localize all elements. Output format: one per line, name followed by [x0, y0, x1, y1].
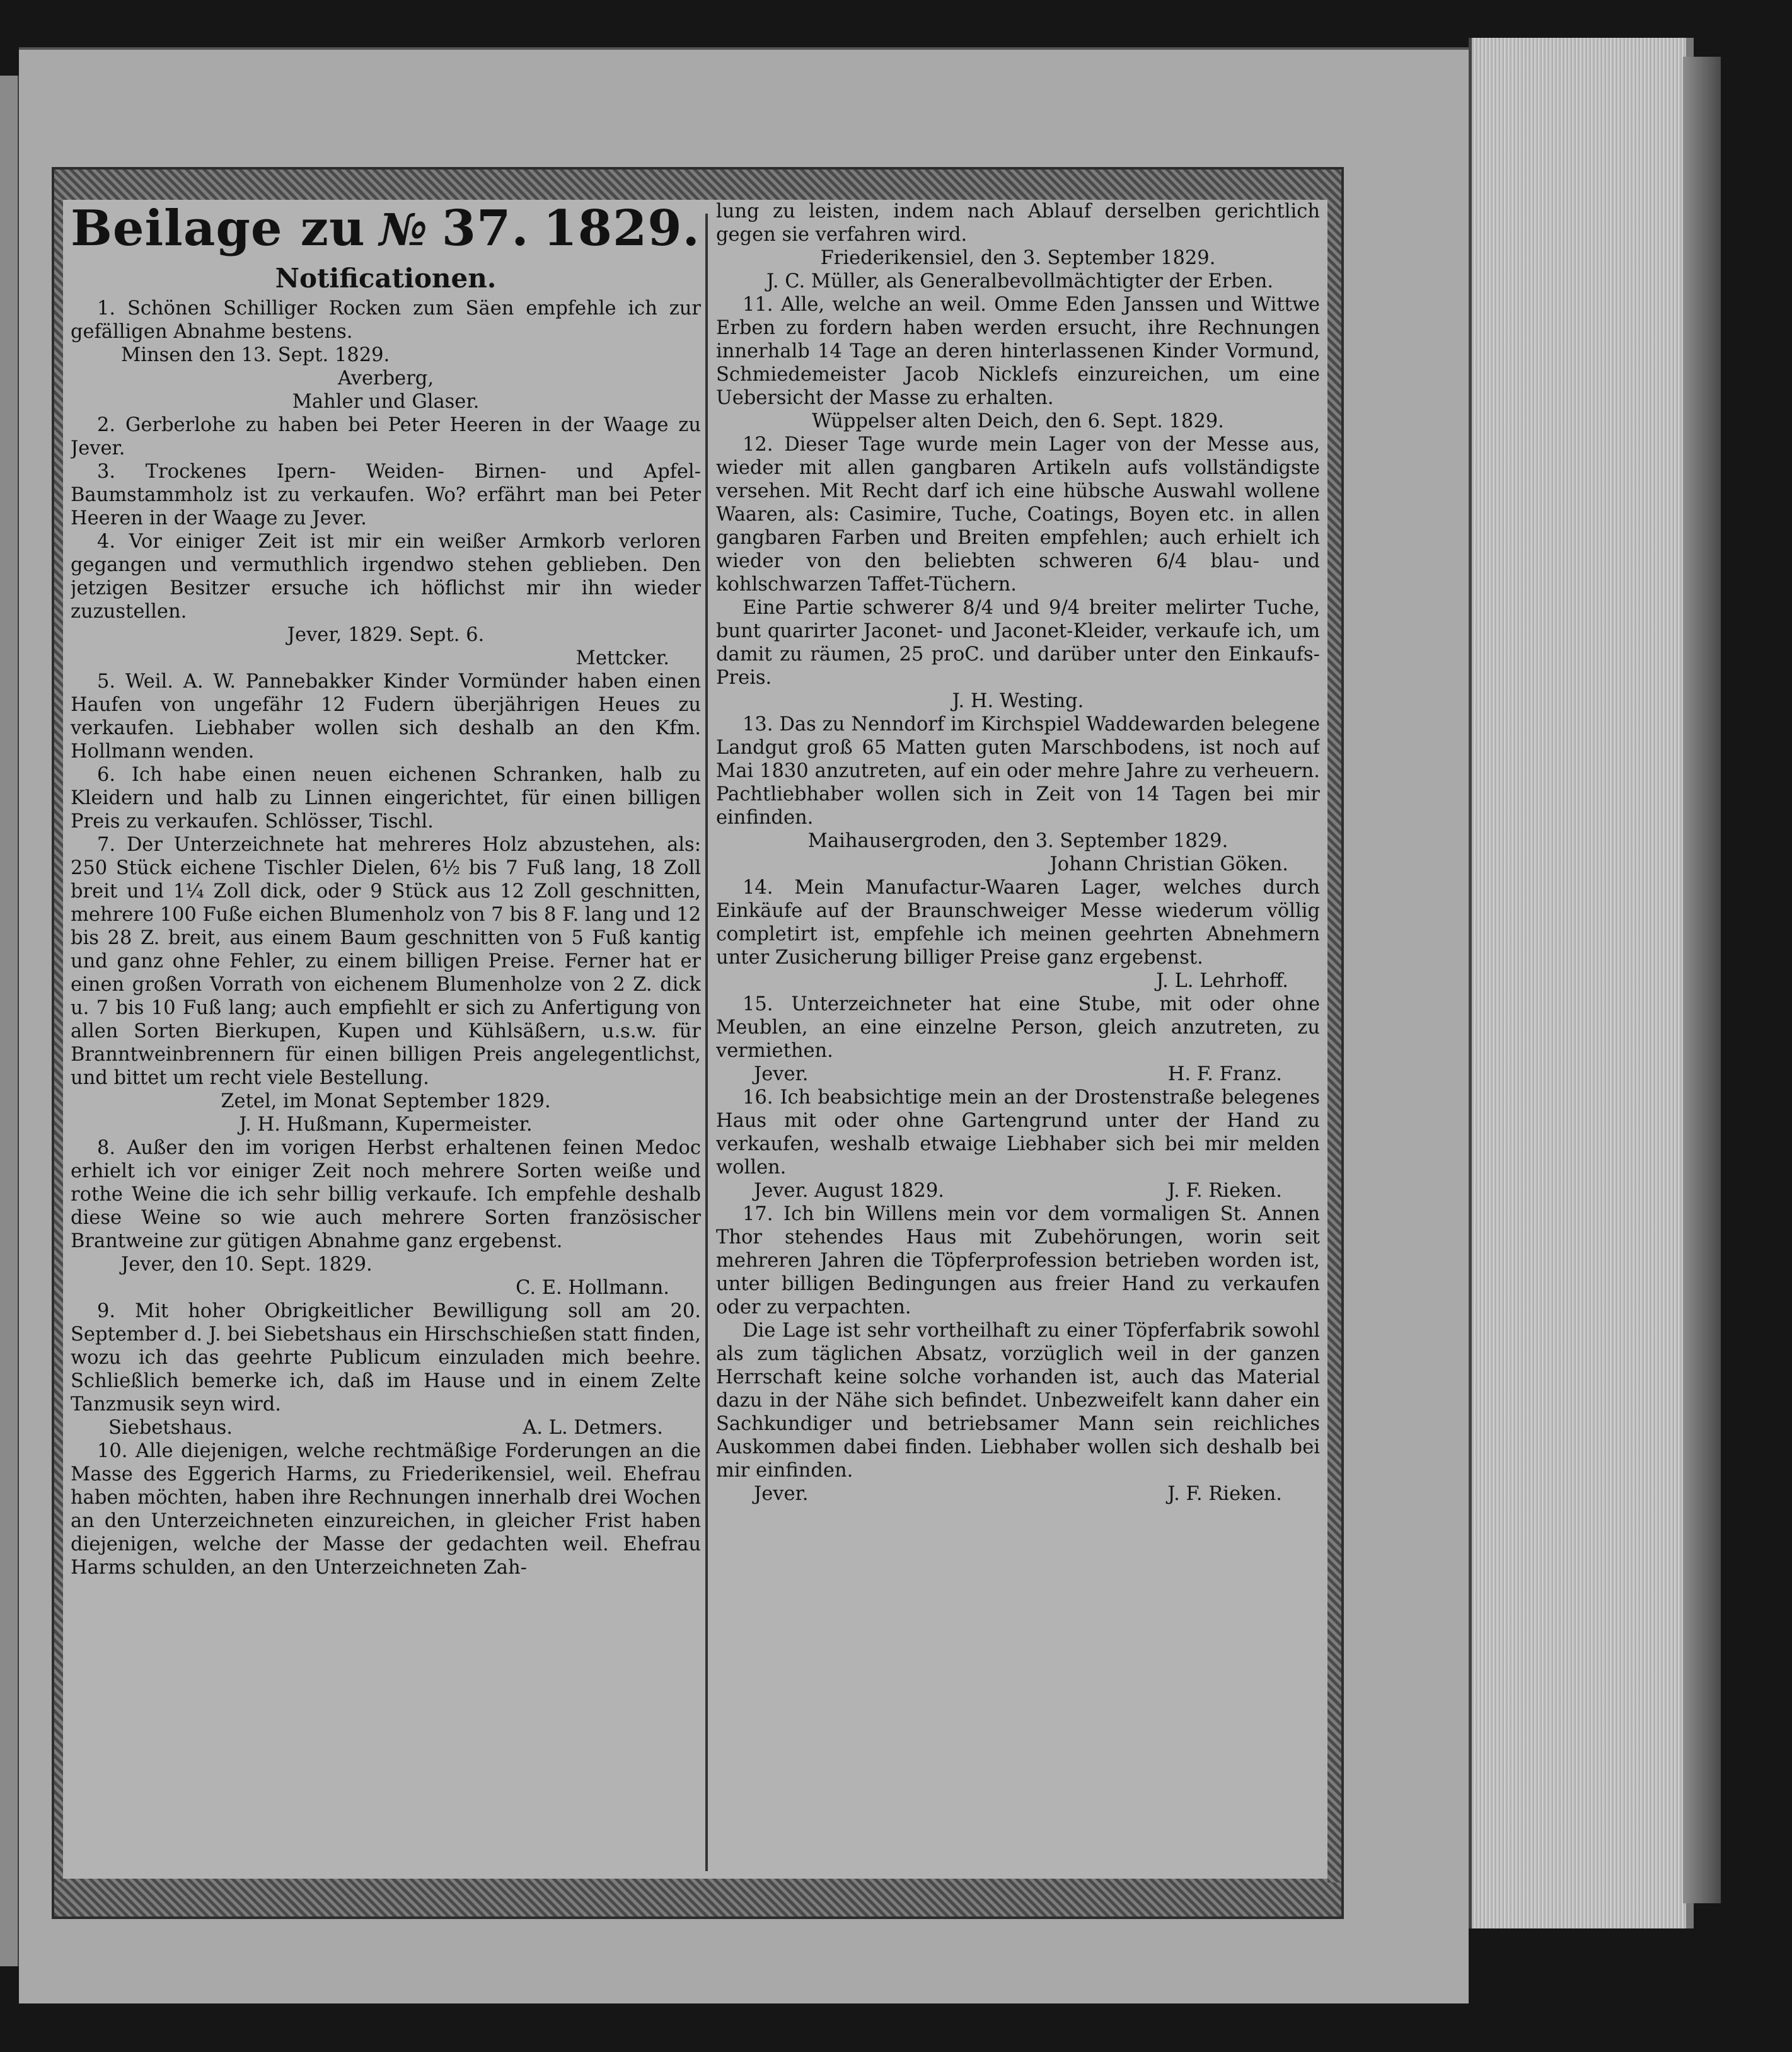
notice-signature: Zetel, im Monat September 1829. — [221, 1090, 551, 1112]
notice-text — [716, 993, 1320, 1063]
notice-paragraph: 1. Schönen Schilliger Rocken zum Säen empfehle ich zur gefälligen Abnahme bestens. — [71, 297, 701, 343]
page-block-edge — [1469, 38, 1694, 1928]
notice-signature: Minsen den 13. Sept. 1829. — [121, 344, 390, 366]
number-sign: № — [379, 204, 428, 256]
notice-text — [716, 1086, 1320, 1179]
notice-signature: Averberg, — [337, 367, 434, 389]
notice-text — [716, 1202, 1320, 1319]
signature-part: Jever. — [754, 1483, 809, 1505]
notice-text — [71, 763, 701, 833]
notice-text — [716, 293, 1320, 410]
notice-continuation — [716, 200, 1320, 246]
notice-signature: J. H. Hußmann, Kupermeister. — [239, 1114, 533, 1136]
notice-paragraph: 6. Ich habe einen neuen eichenen Schranken, halb zu Kleidern und halb zu Linnen eingerichtet, für einen billigen Preis zu verkaufen. Schlösser, Tischl. — [71, 764, 701, 833]
notice-paragraph: 15. Unterzeichneter hat eine Stube, mit oder ohne Meublen, an eine einzelne Person, gleich anzutreten, zu vermiethen. — [716, 993, 1320, 1062]
notice-text — [71, 1439, 701, 1579]
notice-text — [71, 530, 701, 623]
signature-part: H. F. Franz. — [1167, 1063, 1282, 1085]
section-title: Notificationen. — [275, 263, 497, 294]
notice-signature: J. C. Müller, als Generalbevollmächtigter der Erben. — [766, 270, 1274, 292]
notice-paragraph: 14. Mein Manufactur-Waaren Lager, welches durch Einkäufe auf der Braunschweiger Messe wiederum völlig completirt ist, empfehle ich meinen geehrten Abnehmern unter Zusicherung billiger Preise ganz ergebenst. — [716, 877, 1320, 969]
notice-paragraph: 4. Vor einiger Zeit ist mir ein weißer Armkorb verloren gegangen und vermuthlich irgendwo stehen geblieben. Den jetzigen Besitzer ersuche ich höflichst mir ihn wieder zuzustellen. — [71, 531, 701, 623]
notice-signature — [716, 1482, 1320, 1506]
book-cover-edge — [1683, 57, 1721, 1903]
decorative-border-top — [54, 170, 1341, 200]
notice-paragraph: Die Lage ist sehr vortheilhaft zu einer Töpferfabrik sowohl als zum täglichen Absatz, vorzüglich weil in der ganzen Herrschaft keine solche vorhanden ist, auch das Material dazu in der Nähe sich befindet. Unbezweifelt kann daher ein Sachkundiger und betriebsamer Mann sein reichliches Auskommen dabei finden. Liebhaber wollen sich deshalb bei mir einfinden. — [716, 1320, 1320, 1482]
notice-signature: Wüppelser alten Deich, den 6. Sept. 1829. — [812, 410, 1224, 432]
notice-text — [716, 876, 1320, 969]
notice-paragraph: 9. Mit hoher Obrigkeitlicher Bewilligung soll am 20. September d. J. bei Siebetshaus ein Hirschschießen statt finden, wozu ich das geehrte Publicum einzuladen mich beehre. Schließlich bemerke ich, daß im Hause und in einem Zelte Tanzmusik seyn wird. — [71, 1300, 701, 1415]
notice-paragraph: lung zu leisten, indem nach Ablauf derselben gerichtlich gegen sie verfahren wird. — [716, 200, 1320, 246]
issue-year: 1829. — [543, 200, 700, 257]
supplement-frame — [52, 167, 1344, 1919]
notice-signature: Jever, den 10. Sept. 1829. — [121, 1254, 373, 1276]
notice-signature: C. E. Hollmann. — [516, 1277, 669, 1299]
notice-signature: Jever, 1829. Sept. 6. — [287, 624, 485, 646]
notice-paragraph: 12. Dieser Tage wurde mein Lager von der Messe aus, wieder mit allen gangbaren Artikeln aufs vollständigste versehen. Mit Recht darf ich eine hübsche Auswahl wollene Waaren, als: Casimire, Tuche, Coatings, Boyen etc. in allen gangbaren Farben und Breiten empfehlen; auch erhielt ich wieder von den beliebten schweren 6/4 blau- und kohlschwarzen Taffet-Tüchern. — [716, 434, 1320, 596]
notice-signature: Mettcker. — [575, 647, 669, 669]
notice-paragraph: 16. Ich beabsichtige mein an der Drostenstraße belegenes Haus mit oder ohne Gartengrund unter der Hand zu verkaufen, weshalb etwaige Liebhaber sich bei mir melden wollen. — [716, 1087, 1320, 1179]
decorative-border-right — [1327, 200, 1341, 1882]
signature-part: A. L. Detmers. — [523, 1417, 663, 1439]
notice-paragraph: 8. Außer den im vorigen Herbst erhaltenen feinen Medoc erhielt ich vor einiger Zeit noch mehrere Sorten weiße und rothe Weine die ich sehr billig verkaufe. Ich empfehle deshalb diese Weine so wie auch mehrere Sorten französischer Brantweine zur gütigen Abnahme ganz ergebenst. — [71, 1137, 701, 1252]
decorative-border-bottom — [54, 1879, 1341, 1917]
previous-page-edge — [0, 76, 20, 1966]
signature-part: J. F. Rieken. — [1167, 1180, 1282, 1202]
notice-text — [71, 1136, 701, 1253]
notice-paragraph: 7. Der Unterzeichnete hat mehreres Holz abzustehen, als: 250 Stück eichene Tischler Dielen, 6½ bis 7 Fuß lang, 18 Zoll breit und 1¼ Zoll dick, oder 9 Stück aus 12 Zoll geschnitten, mehrere 100 Fuße eichen Blumenholz von 7 bis 8 F. lang und 12 bis 28 Z. breit, aus einem Baum geschnitten von 5 Fuß kantig und ganz ohne Fehler, zu einem billigen Preise. Ferner hat er einen großen Vorrath von eichenem Blumenholze von 2 Z. dick u. 7 bis 10 Fuß lang; auch empfiehlt er sich zu Anfertigung von allen Sorten Bierkupen, Kupen und Kühlsäßern, u.s.w. für Branntweinbrennern für einen billigen Preis angelegentlichst, und bittet um recht viele Bestellung. — [71, 834, 701, 1089]
notice-text — [71, 670, 701, 763]
notice-paragraph: 11. Alle, welche an weil. Omme Eden Janssen und Wittwe Erben zu fordern haben werden ersucht, ihre Rechnungen innerhalb 14 Tage an deren hinterlassenen Kinder Vormund, Schmiedemeister Jacob Nicklefs einzureichen, um eine Uebersicht der Masse zu erhalten. — [716, 294, 1320, 409]
left-column — [71, 200, 701, 1879]
signature-part: Siebetshaus. — [108, 1417, 233, 1439]
signature-part: Jever. August 1829. — [754, 1180, 944, 1202]
notice-paragraph: 2. Gerberlohe zu haben bei Peter Heeren in der Waage zu Jever. — [71, 414, 701, 459]
notice-signature — [716, 1179, 1320, 1202]
notice-signature — [71, 1416, 701, 1439]
notice-text — [71, 413, 701, 460]
notice-signature: Friederikensiel, den 3. September 1829. — [820, 247, 1216, 269]
notice-text — [716, 713, 1320, 829]
issue-number: 37. — [441, 200, 529, 257]
notice-paragraph: 17. Ich bin Willens mein vor dem vormaligen St. Annen Thor stehendes Haus mit Zubehörungen, worin seit mehreren Jahren die Töpferprofession betrieben worden ist, unter billigen Bedingungen aus freier Hand zu verkaufen oder zu verpachten. — [716, 1203, 1320, 1318]
notice-signature: J. L. Lehrhoff. — [1156, 970, 1288, 992]
right-column-body — [716, 200, 1320, 1506]
notice-paragraph: 10. Alle diejenigen, welche rechtmäßige Forderungen an die Masse des Eggerich Harms, zu Friederikensiel, weil. Ehefrau haben möchten, haben ihre Rechnungen innerhalb drei Wochen an den Unterzeichneten einzureichen, in gleicher Frist haben diejenigen, welche der Masse der gedachten weil. Ehefrau Harms schulden, an den Unterzeichneten Zah- — [71, 1440, 701, 1579]
notice-text — [716, 596, 1320, 689]
notice-signature: Maihausergroden, den 3. September 1829. — [807, 830, 1228, 852]
notice-paragraph: 5. Weil. A. W. Pannebakker Kinder Vormünder haben einen Haufen von ungefähr 12 Fudern überjährigen Heues zu verkaufen. Liebhaber wollen sich deshalb an den Kfm. Hollmann wenden. — [71, 671, 701, 763]
notice-signature — [716, 1063, 1320, 1086]
notice-text — [716, 1319, 1320, 1482]
notice-text — [71, 297, 701, 343]
notice-text — [716, 433, 1320, 596]
notice-text — [71, 1300, 701, 1416]
notice-signature: Mahler und Glaser. — [292, 391, 480, 413]
signature-part: J. F. Rieken. — [1167, 1483, 1282, 1505]
notice-text — [71, 833, 701, 1090]
header-label: Beilage zu — [71, 200, 366, 257]
notice-signature: J. H. Westing. — [952, 690, 1084, 712]
notice-paragraph: 3. Trockenes Ipern- Weiden- Birnen- und Apfel- Baumstammholz ist zu verkaufen. Wo? erfährt man bei Peter Heeren in der Waage zu Jever. — [71, 461, 701, 529]
signature-part: Jever. — [754, 1063, 809, 1085]
notice-signature: Johann Christian Göken. — [1049, 853, 1288, 875]
notice-paragraph: 13. Das zu Nenndorf im Kirchspiel Waddewarden belegene Landgut groß 65 Matten guten Marschbodens, ist noch auf Mai 1830 anzutreten, auf ein oder mehre Jahre zu verheuern. Pachtliebhaber wollen sich in Zeit von 14 Tagen bei mir einfinden. — [716, 713, 1320, 829]
right-column — [716, 200, 1320, 1879]
notice-paragraph: Eine Partie schwerer 8/4 und 9/4 breiter melirter Tuche, bunt quarirter Jaconet- und Jaconet-Kleider, verkaufe ich, um damit zu räumen, 25 proC. und darüber unter den Einkaufs-Preis. — [716, 597, 1320, 689]
column-divider — [705, 214, 708, 1871]
notice-text — [71, 460, 701, 530]
left-column-body — [71, 297, 701, 1579]
supplement-header — [71, 200, 701, 260]
decorative-border-left — [54, 200, 63, 1882]
